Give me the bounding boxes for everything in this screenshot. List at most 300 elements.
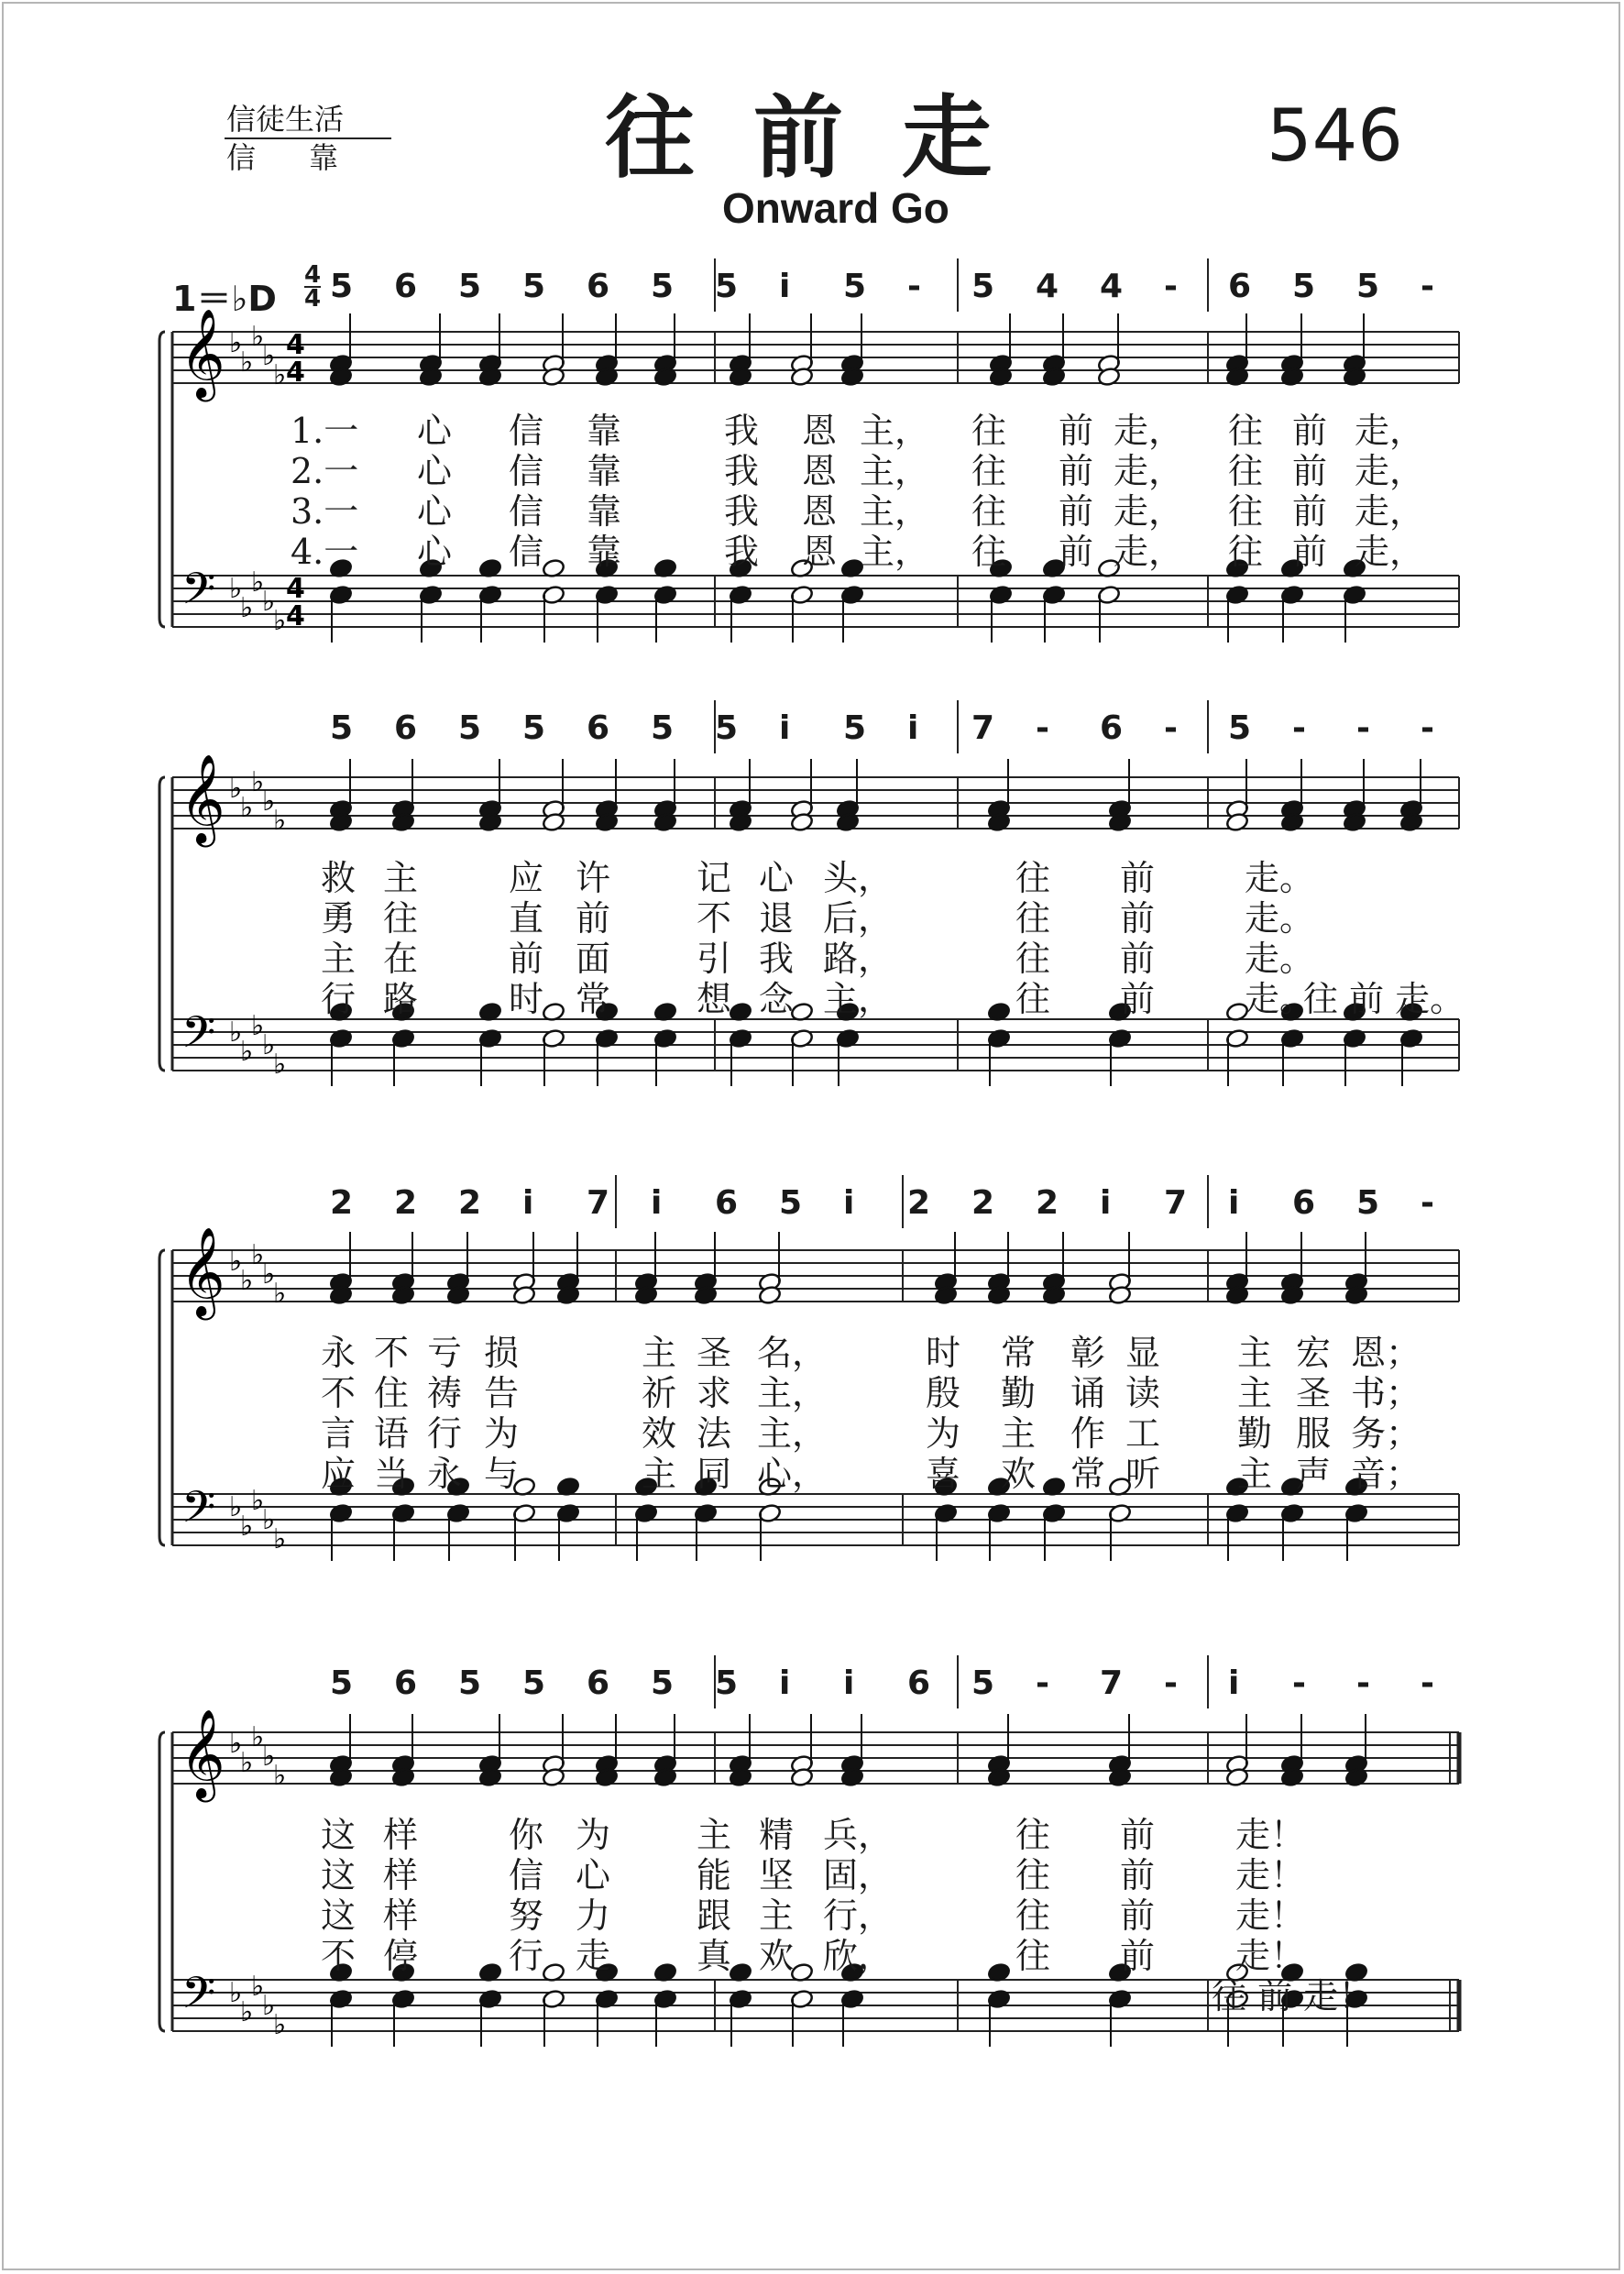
lyric-syllable: 面	[576, 939, 611, 979]
flat-icon: ♭	[251, 566, 265, 599]
jianpu-note: 5	[1356, 268, 1380, 305]
key-signature-text: 1＝♭D	[172, 279, 277, 319]
lyric-syllable: 往	[971, 411, 1007, 451]
lyric-syllable: 声	[1296, 1454, 1332, 1494]
lyric-syllable: 走，	[1355, 532, 1425, 572]
jianpu-note: 6	[1292, 1184, 1316, 1222]
flat-icon: ♭	[240, 1996, 254, 2028]
flat-icon: ♭	[240, 792, 254, 824]
lyric-syllable: 为	[926, 1413, 961, 1454]
lyric-syllable: 为	[576, 1815, 611, 1855]
lyric-syllable: 头，	[823, 858, 894, 898]
lyric-syllable: 心	[417, 532, 453, 572]
lyric-syllable: 主，	[860, 411, 930, 451]
jianpu-note: 7	[971, 709, 995, 747]
lyric-syllable: 走。	[1245, 939, 1315, 979]
lyric-syllable: 前	[1059, 532, 1094, 572]
lyric-syllable: 前	[1059, 451, 1094, 491]
lyric-syllable: 往	[1015, 1895, 1051, 1936]
flat-icon: ♭	[273, 1049, 287, 1081]
jianpu-note: 2	[971, 1184, 995, 1222]
lyric-syllable: 前	[1292, 451, 1328, 491]
lyric-syllable: 主，	[757, 1413, 828, 1454]
lyric-syllable: 法	[697, 1413, 732, 1454]
jianpu-note: i	[779, 709, 791, 747]
lyric-syllable: 往	[971, 491, 1007, 532]
flat-icon: ♭	[273, 605, 287, 637]
flat-icon: ♭	[229, 1977, 243, 2009]
jianpu-dash: -	[1292, 709, 1306, 747]
flat-icon: ♭	[273, 1760, 287, 1792]
lyric-syllable: 心	[759, 858, 795, 898]
treble-clef-icon: 𝄞	[180, 1226, 225, 1316]
jianpu-note: 5	[522, 709, 546, 747]
lyric-syllable: 信	[509, 411, 544, 451]
time-numerator: 4	[304, 261, 322, 289]
lyric-syllable: 常	[1001, 1333, 1037, 1373]
lyric-syllable: 前	[1292, 411, 1328, 451]
lyric-syllable: 心	[417, 491, 453, 532]
jianpu-note: 5	[715, 709, 739, 747]
jianpu-dash: -	[1356, 1664, 1370, 1702]
jianpu-note: 6	[1100, 709, 1124, 747]
flat-icon: ♭	[262, 1741, 276, 1773]
staff-time-numerator: 4	[286, 573, 305, 605]
lyric-syllable: 往 前 走。	[1303, 979, 1465, 1019]
lyric-syllable: 听	[1125, 1454, 1161, 1494]
lyric-syllable: 1.一	[291, 411, 359, 451]
lyric-syllable: 靠	[587, 451, 622, 491]
lyric-syllable: 主，	[860, 451, 930, 491]
lyric-syllable: 往	[1015, 1815, 1051, 1855]
lyric-syllable: 主	[1001, 1413, 1037, 1454]
lyric-syllable: 许	[576, 858, 611, 898]
lyric-syllable: 心	[576, 1855, 611, 1895]
lyric-syllable: 坚	[759, 1855, 795, 1895]
lyric-syllable: 不	[321, 1373, 357, 1413]
lyric-line	[0, 1373, 1624, 1413]
lyric-syllable: 永	[321, 1333, 357, 1373]
jianpu-note: i	[779, 268, 791, 305]
lyric-syllable: 前	[1120, 1815, 1156, 1855]
lyric-syllable: 靠	[587, 532, 622, 572]
lyric-syllable: 圣	[1296, 1373, 1332, 1413]
category-subsection: 信靠	[226, 140, 392, 175]
flat-icon: ♭	[240, 1265, 254, 1297]
jianpu-note: 6	[587, 268, 610, 305]
lyric-syllable: 路	[383, 979, 419, 1019]
lyric-syllable: 努	[509, 1895, 544, 1936]
jianpu-note: 4	[1036, 268, 1059, 305]
lyric-syllable: 往	[1228, 532, 1264, 572]
lyric-syllable: 3.一	[291, 491, 359, 532]
lyric-syllable: 诵	[1070, 1373, 1106, 1413]
lyric-syllable: 常	[576, 979, 611, 1019]
flat-icon: ♭	[229, 1491, 243, 1523]
lyric-syllable: 祷	[427, 1373, 463, 1413]
treble-clef-icon: 𝄞	[180, 1708, 225, 1798]
jianpu-note: 5	[522, 268, 546, 305]
lyric-syllable: 真	[697, 1936, 732, 1976]
lyric-syllable: 勤	[1237, 1413, 1273, 1454]
flat-icon: ♭	[240, 346, 254, 379]
lyric-syllable: 主	[321, 939, 357, 979]
flat-icon: ♭	[273, 805, 287, 837]
lyric-syllable: 往	[1015, 898, 1051, 939]
lyric-syllable: 恩；	[1351, 1333, 1421, 1373]
lyric-syllable: 欢	[759, 1936, 795, 1976]
lyric-syllable: 亏	[427, 1333, 463, 1373]
jianpu-note: 5	[330, 1664, 354, 1702]
flat-icon: ♭	[229, 573, 243, 605]
lyric-syllable: 告	[484, 1373, 520, 1413]
staff-time-denominator: 4	[286, 600, 305, 632]
lyric-line	[0, 858, 1624, 898]
lyric-syllable: 前	[509, 939, 544, 979]
lyric-syllable: 前	[1120, 939, 1156, 979]
flat-icon: ♭	[251, 1971, 265, 2003]
jianpu-note: 7	[587, 1184, 610, 1222]
jianpu-note: 5	[651, 1664, 675, 1702]
lyric-syllable: 主，	[860, 532, 930, 572]
lyric-syllable: 退	[759, 898, 795, 939]
flat-icon: ♭	[262, 1258, 276, 1291]
jianpu-note: 5	[330, 709, 354, 747]
flat-icon: ♭	[229, 327, 243, 359]
jianpu-note: 5	[843, 709, 867, 747]
flat-icon: ♭	[273, 2009, 287, 2041]
lyric-syllable: 时	[509, 979, 544, 1019]
lyric-syllable: 走	[576, 1936, 611, 1976]
lyric-syllable: 路，	[823, 939, 894, 979]
lyric-syllable: 作	[1070, 1413, 1106, 1454]
lyric-line	[0, 1855, 1624, 1895]
flat-icon: ♭	[229, 773, 243, 805]
jianpu-note: 6	[587, 1664, 610, 1702]
lyric-syllable: 前	[1059, 411, 1094, 451]
lyric-syllable: 前	[1120, 858, 1156, 898]
bass-clef-icon: 𝄢	[181, 1006, 216, 1069]
lyric-syllable: 同	[697, 1454, 732, 1494]
lyric-syllable: 靠	[587, 491, 622, 532]
lyric-syllable: 往	[971, 451, 1007, 491]
jianpu-note: 5	[971, 268, 995, 305]
lyric-syllable: 心，	[757, 1454, 828, 1494]
lyric-syllable: 样	[383, 1815, 419, 1855]
lyric-syllable: 与	[484, 1454, 520, 1494]
lyric-syllable: 语	[374, 1413, 410, 1454]
lyric-syllable: 当	[374, 1454, 410, 1494]
lyric-syllable: 走，	[1355, 491, 1425, 532]
jianpu-note: 5	[458, 268, 482, 305]
lyric-syllable: 走！	[1235, 1936, 1306, 1976]
lyric-syllable: 往	[383, 898, 419, 939]
lyric-syllable: 音；	[1351, 1454, 1421, 1494]
lyric-syllable: 宏	[1296, 1333, 1332, 1373]
lyric-syllable: 前	[1292, 532, 1328, 572]
lyric-syllable: 往	[1015, 1855, 1051, 1895]
lyric-syllable: 恩	[802, 451, 838, 491]
jianpu-note: 6	[394, 1664, 418, 1702]
bass-clef-icon: 𝄢	[181, 1481, 216, 1543]
lyric-syllable: 靠	[587, 411, 622, 451]
lyric-line	[0, 939, 1624, 979]
lyric-syllable: 往	[1015, 858, 1051, 898]
jianpu-note: 2	[394, 1184, 418, 1222]
jianpu-dash: -	[1421, 709, 1434, 747]
lyric-syllable: 为	[484, 1413, 520, 1454]
lyric-syllable: 引	[697, 939, 732, 979]
jianpu-note: 5	[971, 1664, 995, 1702]
jianpu-note: 7	[1100, 1664, 1124, 1702]
jianpu-note: 5	[715, 1664, 739, 1702]
lyric-syllable: 务；	[1351, 1413, 1421, 1454]
lyric-syllable: 永	[427, 1454, 463, 1494]
lyric-line	[0, 1936, 1624, 1976]
flat-icon: ♭	[262, 785, 276, 818]
jianpu-note: 5	[651, 268, 675, 305]
lyric-syllable: 救	[321, 858, 357, 898]
lyric-syllable: 信	[509, 532, 544, 572]
lyric-syllable: 我	[759, 939, 795, 979]
jianpu-note: 5	[1228, 709, 1252, 747]
flat-icon: ♭	[251, 1239, 265, 1271]
jianpu-note: 6	[715, 1184, 739, 1222]
jianpu-note: 5	[458, 1664, 482, 1702]
lyric-syllable: 勇	[321, 898, 357, 939]
hymn-number: 546	[1267, 95, 1403, 178]
lyric-line	[0, 532, 1624, 572]
lyric-syllable: 信	[509, 1855, 544, 1895]
lyric-syllable: 能	[697, 1855, 732, 1895]
jianpu-note: 6	[907, 1664, 931, 1702]
lyric-syllable: 往	[1228, 491, 1264, 532]
jianpu-note: 7	[1164, 1184, 1188, 1222]
lyric-line	[0, 1815, 1624, 1855]
flat-icon: ♭	[262, 1504, 276, 1536]
lyric-line	[0, 1976, 1624, 2016]
lyric-syllable: 往	[1015, 1936, 1051, 1976]
flat-icon: ♭	[240, 1511, 254, 1543]
jianpu-note: 5	[1356, 1184, 1380, 1222]
bass-clef-icon: 𝄢	[181, 563, 216, 625]
flat-icon: ♭	[240, 1036, 254, 1068]
jianpu-note: i	[779, 1664, 791, 1702]
jianpu-dash: -	[1036, 1664, 1049, 1702]
lyric-syllable: 样	[383, 1895, 419, 1936]
lyric-syllable: 常	[1070, 1454, 1106, 1494]
jianpu-dash: -	[1421, 1664, 1434, 1702]
lyric-syllable: 前	[1059, 491, 1094, 532]
lyric-line	[0, 1895, 1624, 1936]
lyric-syllable: 殷	[926, 1373, 961, 1413]
jianpu-dash: -	[1292, 1664, 1306, 1702]
lyric-syllable: 兵，	[823, 1815, 894, 1855]
lyric-syllable: 走，	[1355, 451, 1425, 491]
lyric-syllable: 工	[1125, 1413, 1161, 1454]
lyric-syllable: 我	[724, 411, 760, 451]
lyric-syllable: 走。	[1245, 858, 1315, 898]
jianpu-note: i	[1100, 1184, 1112, 1222]
time-denominator: 4	[304, 285, 322, 313]
treble-clef-icon: 𝄞	[180, 308, 225, 398]
jianpu-note: 5	[843, 268, 867, 305]
jianpu-dash: -	[1421, 1184, 1434, 1222]
lyric-syllable: 言	[321, 1413, 357, 1454]
lyric-syllable: 样	[383, 1855, 419, 1895]
lyric-line	[0, 451, 1624, 491]
lyric-syllable: 损	[484, 1333, 520, 1373]
flat-icon: ♭	[273, 1278, 287, 1310]
lyric-line	[0, 898, 1624, 939]
lyric-syllable: 不	[321, 1936, 357, 1976]
jianpu-note: i	[907, 709, 919, 747]
lyric-syllable: 前	[1120, 1936, 1156, 1976]
lyric-line	[0, 979, 1624, 1019]
lyric-syllable: 恩	[802, 532, 838, 572]
lyric-syllable: 往	[1015, 979, 1051, 1019]
jianpu-dash: -	[1164, 268, 1178, 305]
flat-icon: ♭	[251, 321, 265, 353]
lyric-syllable: 往	[1228, 411, 1264, 451]
lyric-syllable: 心	[417, 411, 453, 451]
jianpu-note: 5	[779, 1184, 803, 1222]
lyric-syllable: 我	[724, 532, 760, 572]
lyric-syllable: 喜	[926, 1454, 961, 1494]
lyric-syllable: 前	[1120, 1895, 1156, 1936]
lyric-line	[0, 411, 1624, 451]
hymn-subtitle: Onward Go	[722, 184, 949, 232]
flat-icon: ♭	[251, 1010, 265, 1042]
lyric-syllable: 圣	[697, 1333, 732, 1373]
lyric-line	[0, 1413, 1624, 1454]
staff-time-denominator: 4	[286, 357, 305, 389]
lyric-syllable: 应	[321, 1454, 357, 1494]
lyric-syllable: 走，	[1114, 451, 1184, 491]
lyric-syllable: 信	[509, 451, 544, 491]
jianpu-note: 5	[458, 709, 482, 747]
lyric-syllable: 求	[697, 1373, 732, 1413]
flat-icon: ♭	[229, 1728, 243, 1760]
lyric-syllable: 往	[971, 532, 1007, 572]
lyric-syllable: 主	[697, 1815, 732, 1855]
category-section: 信徒生活	[225, 101, 391, 139]
lyric-syllable: 欢	[1001, 1454, 1037, 1494]
lyric-syllable: 精	[759, 1815, 795, 1855]
jianpu-note: i	[522, 1184, 534, 1222]
jianpu-note: i	[843, 1184, 855, 1222]
treble-clef-icon: 𝄞	[180, 753, 225, 843]
flat-icon: ♭	[273, 359, 287, 391]
lyric-syllable: 往 前 走！	[1212, 1976, 1374, 2016]
lyric-syllable: 前	[1120, 979, 1156, 1019]
lyric-syllable: 不	[374, 1333, 410, 1373]
flat-icon: ♭	[262, 340, 276, 372]
jianpu-note: 5	[651, 709, 675, 747]
jianpu-note: 4	[1100, 268, 1124, 305]
jianpu-note: 6	[394, 268, 418, 305]
flat-icon: ♭	[262, 586, 276, 618]
jianpu-dash: -	[907, 268, 921, 305]
lyric-syllable: 书；	[1351, 1373, 1421, 1413]
jianpu-note: i	[651, 1184, 663, 1222]
hymn-title: 往前走	[605, 86, 1051, 191]
flat-icon: ♭	[262, 1990, 276, 2022]
jianpu-note: 6	[394, 709, 418, 747]
lyric-syllable: 力	[576, 1895, 611, 1936]
lyric-syllable: 走。	[1245, 979, 1315, 1019]
jianpu-note: 2	[330, 1184, 354, 1222]
lyric-syllable: 主	[759, 1895, 795, 1936]
lyric-line	[0, 491, 1624, 532]
lyric-syllable: 主	[383, 858, 419, 898]
lyric-syllable: 行	[427, 1413, 463, 1454]
flat-icon: ♭	[251, 766, 265, 798]
lyric-syllable: 你	[509, 1815, 544, 1855]
lyric-syllable: 前	[1292, 491, 1328, 532]
lyric-syllable: 这	[321, 1895, 357, 1936]
lyric-syllable: 显	[1125, 1333, 1161, 1373]
jianpu-note: 2	[458, 1184, 482, 1222]
lyric-syllable: 恩	[802, 491, 838, 532]
jianpu-note: 5	[715, 268, 739, 305]
lyric-syllable: 应	[509, 858, 544, 898]
lyric-syllable: 不	[697, 898, 732, 939]
jianpu-note: 5	[522, 1664, 546, 1702]
lyric-syllable: 2.一	[291, 451, 359, 491]
lyric-syllable: 主，	[860, 491, 930, 532]
lyric-syllable: 走，	[1114, 411, 1184, 451]
lyric-syllable: 服	[1296, 1413, 1332, 1454]
lyric-syllable: 跟	[697, 1895, 732, 1936]
jianpu-note: 5	[1292, 268, 1316, 305]
lyric-syllable: 信	[509, 491, 544, 532]
flat-icon: ♭	[240, 592, 254, 624]
flat-icon: ♭	[229, 1246, 243, 1278]
flat-icon: ♭	[273, 1523, 287, 1555]
lyric-syllable: 走。	[1245, 898, 1315, 939]
lyric-syllable: 想	[697, 979, 732, 1019]
lyric-syllable: 前	[1120, 1855, 1156, 1895]
lyric-syllable: 名，	[757, 1333, 828, 1373]
lyric-syllable: 走，	[1355, 411, 1425, 451]
lyric-syllable: 走！	[1235, 1895, 1306, 1936]
lyric-syllable: 这	[321, 1855, 357, 1895]
lyric-syllable: 住	[374, 1373, 410, 1413]
lyric-syllable: 效	[642, 1413, 677, 1454]
lyric-syllable: 读	[1125, 1373, 1161, 1413]
staff-time-numerator: 4	[286, 329, 305, 361]
lyric-line	[0, 1333, 1624, 1373]
lyric-syllable: 走！	[1235, 1815, 1306, 1855]
lyric-syllable: 行，	[823, 1895, 894, 1936]
lyric-line	[0, 1454, 1624, 1494]
lyric-syllable: 欣，	[823, 1936, 894, 1976]
lyric-syllable: 这	[321, 1815, 357, 1855]
lyric-syllable: 时	[926, 1333, 961, 1373]
lyric-syllable: 主，	[823, 979, 894, 1019]
flat-icon: ♭	[251, 1485, 265, 1517]
lyric-syllable: 主，	[757, 1373, 828, 1413]
lyric-syllable: 主	[1237, 1333, 1273, 1373]
jianpu-note: 6	[1228, 268, 1252, 305]
lyric-syllable: 主	[1237, 1373, 1273, 1413]
lyric-syllable: 主	[642, 1454, 677, 1494]
jianpu-note: i	[1228, 1184, 1240, 1222]
lyric-syllable: 直	[509, 898, 544, 939]
flat-icon: ♭	[262, 1029, 276, 1061]
jianpu-note: 6	[587, 709, 610, 747]
